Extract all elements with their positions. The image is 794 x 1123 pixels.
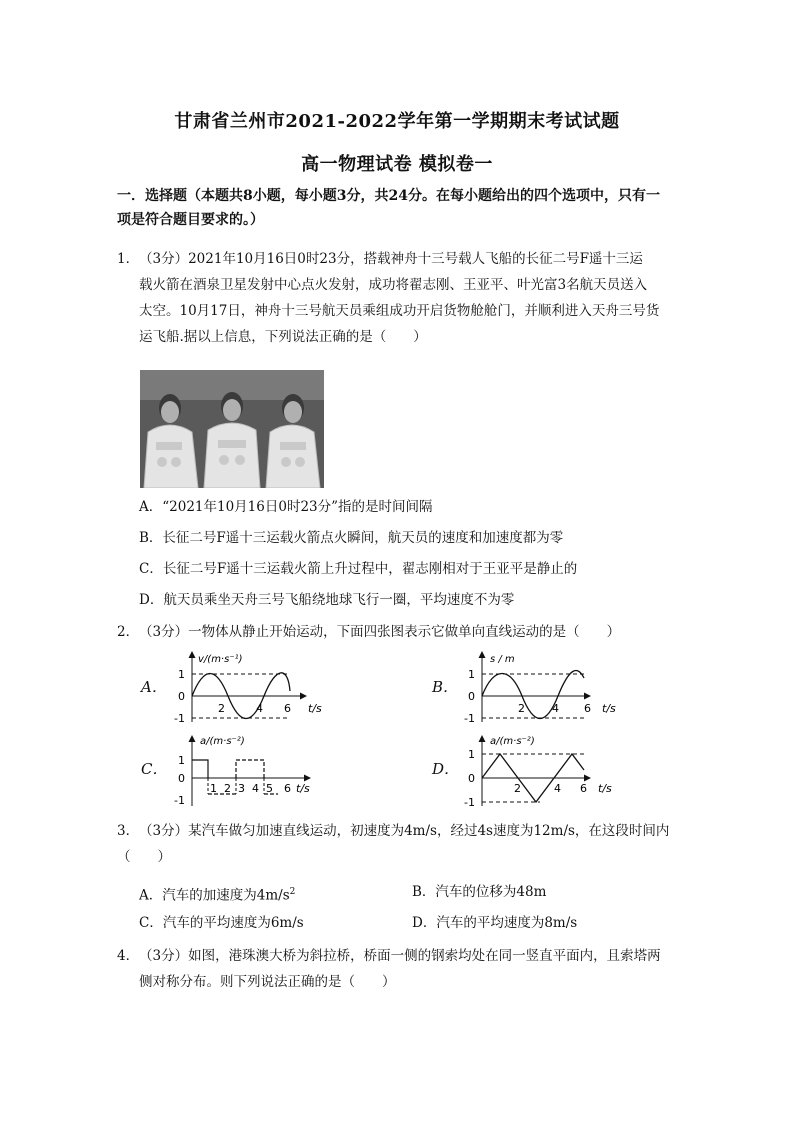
question-number: 2． bbox=[117, 624, 140, 640]
graph-b-letter[interactable]: B． bbox=[432, 678, 459, 696]
y-label: a/(m·s⁻²) bbox=[490, 736, 535, 747]
tick: 6 bbox=[580, 782, 587, 795]
question-2: 2． （3分）一物体从静止开始运动，下面四张图表示它做单向直线运动的是（ ） bbox=[117, 619, 677, 645]
tick: 2 bbox=[518, 702, 525, 715]
q3-option-b[interactable]: B．汽车的位移为48m bbox=[412, 884, 547, 900]
graph-d-letter[interactable]: D． bbox=[432, 760, 460, 778]
tick: 2 bbox=[224, 782, 231, 795]
segment bbox=[236, 760, 264, 778]
graph-a-letter[interactable]: A． bbox=[141, 678, 167, 696]
graph-b bbox=[460, 646, 635, 724]
question-1: 1． （3分）2021年10月16日0时23分，搭载神舟十三号载人飞船的长征二号F遥十三运 载火箭在酒泉卫星发射中心点火发射，成功将翟志刚、王亚平、叶光富3名航天员送入 太空。10月17日，神舟十三号航天员乘组成功开启货物舱舱门，并顺利进入天舟三号货 运飞船.据以上信息，下列说法正确的是（ ） bbox=[117, 246, 677, 350]
y-label: v/(m·s⁻¹) bbox=[198, 654, 243, 665]
q1-option-b[interactable]: B．长征二号F遥十三运载火箭点火瞬间，航天员的速度和加速度都为零 bbox=[139, 530, 564, 546]
tick: 2 bbox=[218, 702, 225, 715]
astronauts-illustration bbox=[140, 370, 324, 488]
x-label: t/s bbox=[602, 702, 616, 715]
q3-option-d[interactable]: D．汽车的平均速度为8m/s bbox=[412, 915, 578, 931]
segment bbox=[192, 760, 208, 778]
q3-option-c[interactable]: C．汽车的平均速度为6m/s bbox=[139, 915, 304, 931]
page-subtitle: 高一物理试卷 模拟卷一 bbox=[301, 154, 493, 175]
q1-option-d[interactable]: D．航天员乘坐天舟三号飞船绕地球飞行一圈，平均速度不为零 bbox=[139, 592, 515, 608]
y-label: a/(m·s⁻²) bbox=[200, 736, 245, 747]
tick: -1 bbox=[464, 712, 475, 724]
section-heading: 一．选择题（本题共8小题，每小题3分，共24分。在每小题给出的四个选项中，只有一 项是符合题目要求的。） bbox=[117, 188, 660, 228]
question-4: 4． （3分）如图，港珠澳大桥为斜拉桥，桥面一侧的钢索均处在同一竖直平面内，且索塔两 侧对称分布。则下列说法正确的是（ ） bbox=[117, 943, 677, 995]
tick: 6 bbox=[584, 702, 591, 715]
tick: 4 bbox=[252, 782, 259, 795]
tick: 0 bbox=[468, 690, 475, 703]
tick: 6 bbox=[284, 702, 291, 715]
tick: 1 bbox=[178, 754, 185, 767]
y-label: s / m bbox=[490, 654, 515, 665]
q3-option-a[interactable]: A．汽车的加速度为$4m/s^2$ bbox=[139, 887, 296, 904]
tick: 0 bbox=[468, 772, 475, 785]
tick: -1 bbox=[174, 794, 185, 807]
graph-a bbox=[170, 646, 345, 724]
tick: 1 bbox=[210, 782, 217, 795]
x-label: t/s bbox=[308, 702, 322, 715]
tick: 1 bbox=[468, 668, 475, 681]
tick: 0 bbox=[178, 690, 185, 703]
tick: -1 bbox=[174, 712, 185, 724]
graph-c bbox=[170, 730, 345, 808]
question-number: 3． bbox=[117, 823, 140, 839]
tick: 4 bbox=[552, 702, 559, 715]
graph-d bbox=[460, 730, 635, 808]
astronauts-photo bbox=[140, 370, 324, 488]
question-3: 3． （3分）某汽车做匀加速直线运动，初速度为4m/s，经过4s速度为12m/s，在这段时间内 （ ） bbox=[117, 818, 677, 870]
curve bbox=[482, 671, 584, 719]
x-label: t/s bbox=[598, 782, 612, 795]
tick: 0 bbox=[178, 772, 185, 785]
tick: 4 bbox=[554, 782, 561, 795]
tick: 4 bbox=[256, 702, 263, 715]
q1-option-c[interactable]: C．长征二号F遥十三运载火箭上升过程中，翟志刚相对于王亚平是静止的 bbox=[139, 561, 578, 577]
tick: 3 bbox=[238, 782, 245, 795]
graph-c-letter[interactable]: C． bbox=[141, 760, 168, 778]
question-number: 4． bbox=[117, 948, 140, 964]
tick: -1 bbox=[464, 796, 475, 808]
tick: 5 bbox=[266, 782, 273, 795]
tick: 2 bbox=[514, 782, 521, 795]
page-title: 甘肃省兰州市2021-2022学年第一学期期末考试试题 bbox=[174, 111, 620, 132]
x-label: t/s bbox=[296, 782, 310, 795]
q1-option-a[interactable]: A．“2021年10月16日0时23分”指的是时间间隔 bbox=[139, 499, 433, 515]
tick: 1 bbox=[178, 668, 185, 681]
tick: 1 bbox=[468, 748, 475, 761]
tick: 6 bbox=[284, 782, 291, 795]
question-number: 1． bbox=[117, 251, 140, 267]
